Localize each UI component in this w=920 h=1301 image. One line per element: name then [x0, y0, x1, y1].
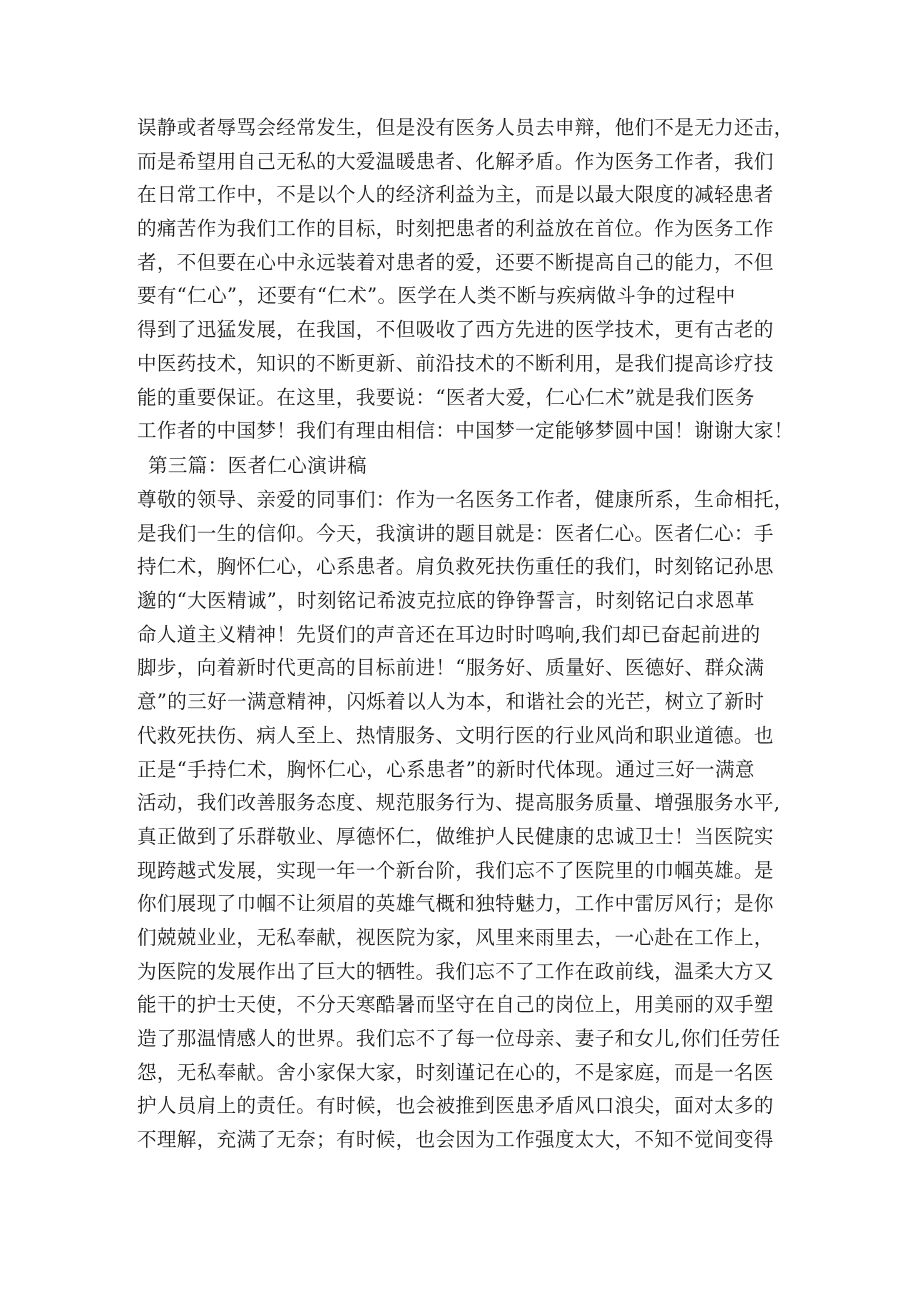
text-line: 中医药技术，知识的不断更新、前沿技术的不断利用，是我们提高诊疗技 [137, 351, 774, 375]
text-line: 工作者的中国梦！我们有理由相信：中国梦一定能够梦圆中国！谢谢大家！ [137, 419, 794, 443]
text-line: 的痛苦作为我们工作的目标，时刻把患者的利益放在首位。作为医务工作 [137, 217, 774, 241]
text-line: 活动，我们改善服务态度、规范服务行为、提高服务质量、增强服务水平, [137, 791, 781, 815]
text-line: 持仁术，胸怀仁心，心系患者。肩负救死扶伤重任的我们，时刻铭记孙思 [137, 555, 774, 579]
paragraph-continued [137, 111, 797, 448]
text-line: 不理解，充满了无奈；有时候，也会因为工作强度太大，不知不觉间变得 [137, 1128, 774, 1152]
text-line: 正是“手持仁术，胸怀仁心，心系患者”的新时代体现。通过三好一满意 [137, 757, 755, 781]
text-line: 怨，无私奉献。舍小家保大家，时刻谨记在心的，不是家庭，而是一名医 [137, 1060, 774, 1084]
text-line: 真正做到了乐群敬业、厚德怀仁，做维护人民健康的忠诚卫士！当医院实 [137, 824, 774, 848]
text-line: 尊敬的领导、亲爱的同事们：作为一名医务工作者，健康所系，生命相托， [137, 488, 794, 511]
text-line: 现跨越式发展，实现一年一个新台阶，我们忘不了医院里的巾帼英雄。是 [137, 858, 774, 882]
text-line: 邈的“大医精诚”，时刻铭记希波克拉底的铮铮誓言，时刻铭记白求恩革 [137, 589, 755, 613]
text-line: 得到了迅猛发展，在我国，不但吸收了西方先进的医学技术，更有古老的 [137, 318, 774, 342]
text-line: 命人道主义精神！先贤们的声音还在耳边时时鸣响,我们却已奋起前进的 [137, 622, 761, 646]
text-line: 你们展现了巾帼不让须眉的英雄气概和独特魅力，工作中雷厉风行；是你 [137, 892, 774, 916]
text-line: 们兢兢业业，无私奉献，视医院为家，风里来雨里去，一心赴在工作上， [137, 925, 774, 949]
text-line: 代救死扶伤、病人至上、热情服务、文明行医的行业风尚和职业道德。也 [137, 723, 774, 747]
text-line: 在日常工作中，不是以个人的经济利益为主，而是以最大限度的减轻患者 [137, 183, 774, 207]
text-line: 为医院的发展作出了巨大的牺牲。我们忘不了工作在政前线，温柔大方又 [137, 959, 774, 983]
text-line: 意”的三好一满意精神，闪烁着以人为本，和谐社会的光芒，树立了新时 [137, 690, 765, 714]
text-line: 误静或者辱骂会经常发生，但是没有医务人员去申辩，他们不是无力还击， [137, 116, 794, 139]
text-line: 造了那温情感人的世界。我们忘不了每一位母亲、妻子和女儿,你们任劳任 [137, 1027, 781, 1050]
text-line: 是我们一生的信仰。今天，我演讲的题目就是：医者仁心。医者仁心：手 [137, 521, 774, 545]
text-line: 脚步，向着新时代更高的目标前进！“服务好、质量好、医德好、群众满 [137, 656, 765, 680]
text-line: 能干的护士天使，不分天寒酷暑而坚守在自己的岗位上，用美丽的双手塑 [137, 993, 774, 1017]
text-line: 要有“仁心”，还要有“仁术”。医学在人类不断与疾病做斗争的过程中 [137, 284, 736, 308]
section-heading: 第三篇：医者仁心演讲稿 [148, 454, 367, 477]
text-line: 能的重要保证。在这里，我要说：“医者大爱，仁心仁术”就是我们医务 [137, 385, 755, 409]
speech-paragraph [137, 483, 797, 1157]
text-line: 者，不但要在心中永远装着对患者的爱，还要不断提高自己的能力，不但 [137, 250, 774, 274]
text-line: 而是希望用自己无私的大爱温暖患者、化解矛盾。作为医务工作者，我们 [137, 149, 774, 173]
text-line: 护人员肩上的责任。有时候，也会被推到医患矛盾风口浪尖，面对太多的 [137, 1094, 774, 1118]
